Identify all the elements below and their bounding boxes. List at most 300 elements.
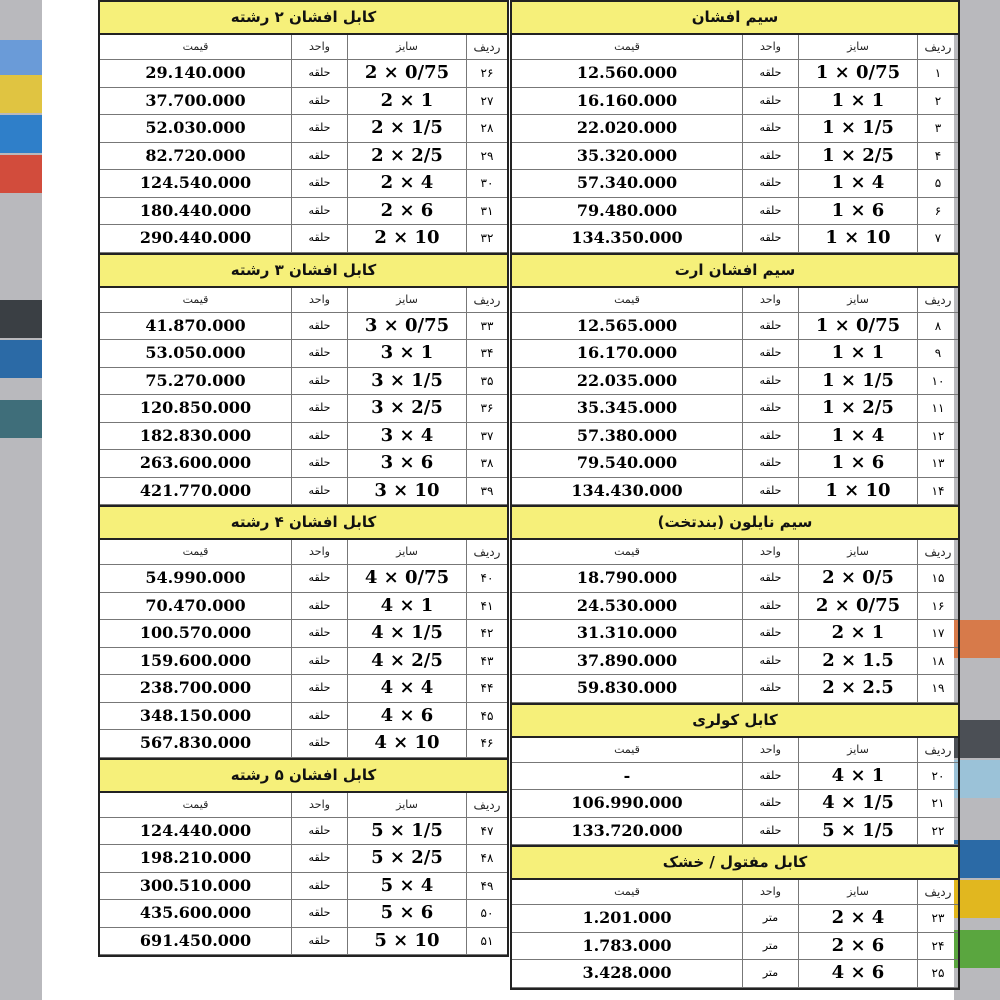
header-idx: ردیف	[466, 288, 507, 312]
unit-cell: حلقه	[742, 340, 798, 367]
unit-cell: حلقه	[291, 143, 347, 170]
unit-cell: حلقه	[742, 368, 798, 395]
unit-cell: حلقه	[291, 478, 347, 505]
header-size: سایز	[347, 540, 466, 564]
unit-cell: حلقه	[291, 703, 347, 730]
price-cell: 12.565.000	[576, 315, 678, 335]
size-cell: 1 × 1/5	[798, 115, 917, 142]
row-index: ۳۵	[466, 368, 507, 395]
table-row	[100, 143, 507, 171]
table-row	[100, 620, 507, 648]
price-cell: 348.150.000	[139, 705, 252, 725]
price-section	[510, 505, 960, 703]
price-column-left	[98, 0, 509, 957]
size-cell: 1 × 1/5	[798, 368, 917, 395]
price-cell: 22.035.000	[576, 370, 678, 390]
price-cell: 124.540.000	[139, 173, 252, 192]
price-cell: 16.160.000	[576, 90, 678, 110]
price-column-right	[510, 0, 960, 990]
table-header-row	[100, 793, 507, 818]
section-title: سیم افشان	[512, 0, 958, 35]
section-title: کابل افشان ۲ رشته	[100, 0, 507, 35]
unit-cell: حلقه	[291, 340, 347, 367]
section-title: کابل افشان ۴ رشته	[100, 505, 507, 540]
row-index: ۴۹	[466, 873, 507, 900]
unit-cell: حلقه	[742, 225, 798, 252]
price-cell: 54.990.000	[145, 568, 246, 587]
size-cell: 3 × 10	[347, 478, 466, 505]
table-row	[512, 790, 958, 818]
table-row	[100, 593, 507, 621]
price-cell: -	[623, 765, 631, 785]
price-cell: 1.783.000	[582, 935, 672, 955]
price-cell: 35.320.000	[576, 145, 678, 165]
row-index: ۳۰	[466, 170, 507, 197]
table-row	[100, 845, 507, 873]
price-cell: 134.350.000	[571, 228, 683, 247]
section-title: کابل کولری	[512, 703, 958, 738]
size-cell: 4 × 10	[347, 730, 466, 757]
table-row	[512, 225, 958, 253]
row-index: ۱۲	[917, 423, 958, 450]
header-idx: ردیف	[917, 35, 958, 59]
unit-cell: حلقه	[742, 675, 798, 702]
row-index: ۳۸	[466, 450, 507, 477]
row-index: ۷	[917, 225, 958, 252]
table-row	[100, 873, 507, 901]
row-index: ۲۷	[466, 88, 507, 115]
price-cell: 37.700.000	[145, 90, 246, 110]
size-cell: 1 × 10	[798, 225, 917, 252]
price-section	[510, 0, 960, 253]
unit-cell: متر	[742, 905, 798, 932]
unit-cell: حلقه	[742, 478, 798, 505]
header-unit: واحد	[742, 738, 798, 762]
row-index: ۱۶	[917, 593, 958, 620]
unit-cell: حلقه	[742, 143, 798, 170]
size-cell: 3 × 4	[347, 423, 466, 450]
section-title: کابل مفتول / خشک	[512, 845, 958, 880]
size-cell: 2 × 6	[798, 933, 917, 960]
unit-cell: حلقه	[291, 620, 347, 647]
size-cell: 2 × 2.5	[798, 675, 917, 702]
size-cell: 2 × 2/5	[347, 143, 466, 170]
table-row	[100, 225, 507, 253]
header-idx: ردیف	[917, 540, 958, 564]
row-index: ۲۴	[917, 933, 958, 960]
price-cell: 31.310.000	[576, 623, 678, 642]
size-cell: 5 × 1/5	[347, 818, 466, 845]
row-index: ۳۹	[466, 478, 507, 505]
unit-cell: حلقه	[291, 88, 347, 115]
section-title: سیم نایلون (بندتخت)	[512, 505, 958, 540]
table-row	[100, 115, 507, 143]
price-cell: 198.210.000	[139, 848, 252, 867]
price-cell: 12.560.000	[576, 63, 678, 82]
unit-cell: حلقه	[291, 450, 347, 477]
size-cell: 1 × 4	[798, 423, 917, 450]
price-cell: 16.170.000	[576, 343, 678, 362]
size-cell: 2 × 4	[798, 905, 917, 932]
header-price: قیمت	[182, 40, 209, 53]
price-cell: 18.790.000	[576, 568, 678, 587]
header-idx: ردیف	[917, 738, 958, 762]
size-cell: 3 × 1/5	[347, 368, 466, 395]
table-row	[512, 450, 958, 478]
price-cell: 59.830.000	[576, 678, 678, 697]
row-index: ۳	[917, 115, 958, 142]
price-cell: 133.720.000	[571, 820, 683, 840]
table-row	[100, 423, 507, 451]
row-index: ۲۱	[917, 790, 958, 817]
header-price: قیمت	[614, 545, 640, 558]
section-title: کابل افشان ۳ رشته	[100, 253, 507, 288]
header-size: سایز	[347, 35, 466, 59]
table-row	[100, 928, 507, 956]
row-index: ۴۵	[466, 703, 507, 730]
size-cell: 5 × 6	[347, 900, 466, 927]
row-index: ۱	[917, 60, 958, 87]
size-cell: 2 × 4	[347, 170, 466, 197]
price-cell: 82.720.000	[145, 145, 246, 165]
unit-cell: حلقه	[742, 198, 798, 225]
row-index: ۹	[917, 340, 958, 367]
size-cell: 5 × 2/5	[347, 845, 466, 872]
unit-cell: حلقه	[291, 115, 347, 142]
size-cell: 2 × 0/75	[798, 593, 917, 620]
table-row	[100, 648, 507, 676]
price-cell: 79.540.000	[576, 453, 678, 472]
unit-cell: حلقه	[742, 60, 798, 87]
header-price: قیمت	[182, 797, 209, 811]
table-row	[512, 88, 958, 116]
header-idx: ردیف	[917, 880, 958, 904]
unit-cell: حلقه	[742, 170, 798, 197]
table-row	[100, 340, 507, 368]
unit-cell: حلقه	[291, 198, 347, 225]
table-header-row	[512, 540, 958, 565]
size-cell: 2 × 0/75	[347, 60, 466, 87]
table-row	[512, 565, 958, 593]
table-row	[100, 565, 507, 593]
table-row	[512, 170, 958, 198]
table-row	[100, 170, 507, 198]
price-cell: 35.345.000	[576, 398, 678, 417]
size-cell: 1 × 0/75	[798, 60, 917, 87]
section-title: سیم افشان ارت	[512, 253, 958, 288]
price-section	[98, 505, 509, 758]
price-cell: 567.830.000	[139, 733, 252, 752]
row-index: ۱۱	[917, 395, 958, 422]
price-list-sheet	[42, 0, 954, 1000]
price-cell: 57.380.000	[576, 425, 678, 445]
header-price: قیمت	[614, 292, 640, 306]
header-idx: ردیف	[917, 288, 958, 312]
unit-cell: متر	[742, 960, 798, 987]
table-row	[512, 620, 958, 648]
unit-cell: حلقه	[291, 675, 347, 702]
size-cell: 4 × 2/5	[347, 648, 466, 675]
row-index: ۱۸	[917, 648, 958, 675]
size-cell: 4 × 1	[347, 593, 466, 620]
size-cell: 3 × 1	[347, 340, 466, 367]
row-index: ۳۳	[466, 313, 507, 340]
row-index: ۴۰	[466, 565, 507, 592]
size-cell: 1 × 2/5	[798, 395, 917, 422]
price-cell: 52.030.000	[145, 118, 246, 137]
price-cell: 691.450.000	[139, 930, 252, 950]
row-index: ۴۴	[466, 675, 507, 702]
size-cell: 4 × 1	[798, 763, 917, 790]
size-cell: 3 × 0/75	[347, 313, 466, 340]
size-cell: 1 × 0/75	[798, 313, 917, 340]
unit-cell: حلقه	[291, 593, 347, 620]
unit-cell: متر	[742, 933, 798, 960]
table-row	[512, 115, 958, 143]
row-index: ۱۷	[917, 620, 958, 647]
unit-cell: حلقه	[291, 565, 347, 592]
price-cell: 421.770.000	[139, 480, 252, 500]
size-cell: 1 × 4	[798, 170, 917, 197]
unit-cell: حلقه	[742, 818, 798, 845]
header-unit: واحد	[742, 880, 798, 904]
table-row	[512, 905, 958, 933]
unit-cell: حلقه	[291, 423, 347, 450]
unit-cell: حلقه	[291, 60, 347, 87]
row-index: ۴۲	[466, 620, 507, 647]
size-cell: 5 × 1/5	[798, 818, 917, 845]
header-unit: واحد	[742, 35, 798, 59]
price-cell: 238.700.000	[139, 678, 252, 697]
row-index: ۵	[917, 170, 958, 197]
unit-cell: حلقه	[291, 225, 347, 252]
table-row	[512, 818, 958, 846]
unit-cell: حلقه	[742, 648, 798, 675]
header-idx: ردیف	[466, 793, 507, 817]
table-row	[512, 675, 958, 703]
row-index: ۱۳	[917, 450, 958, 477]
size-cell: 1 × 1	[798, 340, 917, 367]
table-row	[512, 478, 958, 506]
table-header-row	[100, 540, 507, 565]
unit-cell: حلقه	[742, 115, 798, 142]
price-cell: 41.870.000	[145, 315, 246, 335]
unit-cell: حلقه	[291, 170, 347, 197]
unit-cell: حلقه	[291, 900, 347, 927]
price-cell: 37.890.000	[576, 650, 678, 670]
table-row	[512, 648, 958, 676]
table-row	[100, 450, 507, 478]
size-cell: 2 × 0/5	[798, 565, 917, 592]
table-row	[512, 933, 958, 961]
unit-cell: حلقه	[742, 565, 798, 592]
size-cell: 4 × 6	[798, 960, 917, 987]
table-row	[512, 423, 958, 451]
row-index: ۲۶	[466, 60, 507, 87]
table-row	[512, 368, 958, 396]
size-cell: 1 × 10	[798, 478, 917, 505]
row-index: ۴۳	[466, 648, 507, 675]
row-index: ۳۴	[466, 340, 507, 367]
unit-cell: حلقه	[742, 423, 798, 450]
header-unit: واحد	[742, 540, 798, 564]
unit-cell: حلقه	[742, 790, 798, 817]
row-index: ۴۸	[466, 845, 507, 872]
table-row	[512, 395, 958, 423]
header-idx: ردیف	[466, 540, 507, 564]
table-row	[100, 703, 507, 731]
size-cell: 1 × 2/5	[798, 143, 917, 170]
unit-cell: حلقه	[291, 928, 347, 955]
row-index: ۴۱	[466, 593, 507, 620]
price-cell: 57.340.000	[576, 173, 678, 192]
price-section	[98, 0, 509, 253]
unit-cell: حلقه	[291, 648, 347, 675]
header-price: قیمت	[614, 742, 640, 756]
unit-cell: حلقه	[291, 818, 347, 845]
header-size: سایز	[347, 793, 466, 817]
size-cell: 4 × 0/75	[347, 565, 466, 592]
size-cell: 1 × 6	[798, 450, 917, 477]
unit-cell: حلقه	[742, 88, 798, 115]
price-cell: 3.428.000	[582, 963, 672, 982]
price-cell: 124.440.000	[139, 820, 252, 840]
table-row	[100, 313, 507, 341]
row-index: ۳۶	[466, 395, 507, 422]
table-row	[100, 900, 507, 928]
header-unit: واحد	[291, 288, 347, 312]
table-header-row	[512, 738, 958, 763]
row-index: ۱۰	[917, 368, 958, 395]
price-cell: 290.440.000	[139, 228, 252, 247]
price-section	[98, 253, 509, 506]
table-row	[512, 340, 958, 368]
row-index: ۶	[917, 198, 958, 225]
price-cell: 79.480.000	[576, 200, 678, 220]
size-cell: 2 × 1	[798, 620, 917, 647]
row-index: ۲۹	[466, 143, 507, 170]
row-index: ۴۶	[466, 730, 507, 757]
row-index: ۲۵	[917, 960, 958, 987]
row-index: ۱۵	[917, 565, 958, 592]
header-size: سایز	[798, 540, 917, 564]
unit-cell: حلقه	[291, 313, 347, 340]
unit-cell: حلقه	[291, 395, 347, 422]
price-cell: 134.430.000	[571, 480, 683, 500]
size-cell: 4 × 1/5	[347, 620, 466, 647]
price-cell: 159.600.000	[139, 650, 252, 670]
size-cell: 4 × 6	[347, 703, 466, 730]
row-index: ۲۸	[466, 115, 507, 142]
size-cell: 1 × 1	[798, 88, 917, 115]
row-index: ۳۷	[466, 423, 507, 450]
size-cell: 3 × 6	[347, 450, 466, 477]
row-index: ۴۷	[466, 818, 507, 845]
size-cell: 2 × 1	[347, 88, 466, 115]
header-price: قیمت	[614, 40, 640, 53]
header-unit: واحد	[291, 35, 347, 59]
header-price: قیمت	[182, 545, 209, 558]
row-index: ۴	[917, 143, 958, 170]
size-cell: 4 × 4	[347, 675, 466, 702]
price-cell: 70.470.000	[145, 595, 246, 615]
price-cell: 100.570.000	[139, 623, 252, 642]
table-row	[512, 960, 958, 988]
size-cell: 2 × 1.5	[798, 648, 917, 675]
table-row	[100, 60, 507, 88]
table-row	[512, 60, 958, 88]
price-cell: 300.510.000	[139, 875, 252, 895]
table-row	[100, 198, 507, 226]
price-cell: 182.830.000	[139, 425, 252, 445]
size-cell: 4 × 1/5	[798, 790, 917, 817]
row-index: ۲۰	[917, 763, 958, 790]
size-cell: 2 × 10	[347, 225, 466, 252]
size-cell: 5 × 10	[347, 928, 466, 955]
unit-cell: حلقه	[742, 395, 798, 422]
header-size: سایز	[798, 880, 917, 904]
price-cell: 1.201.000	[582, 908, 672, 927]
row-index: ۳۱	[466, 198, 507, 225]
header-price: قیمت	[182, 292, 209, 306]
price-section	[510, 253, 960, 506]
table-header-row	[100, 288, 507, 313]
table-header-row	[512, 880, 958, 905]
size-cell: 2 × 6	[347, 198, 466, 225]
unit-cell: حلقه	[742, 620, 798, 647]
price-cell: 435.600.000	[139, 903, 252, 922]
table-row	[512, 763, 958, 791]
unit-cell: حلقه	[291, 368, 347, 395]
price-cell: 120.850.000	[139, 398, 252, 417]
unit-cell: حلقه	[291, 873, 347, 900]
unit-cell: حلقه	[742, 450, 798, 477]
table-header-row	[512, 35, 958, 60]
table-row	[100, 368, 507, 396]
header-idx: ردیف	[466, 35, 507, 59]
price-cell: 106.990.000	[571, 793, 683, 812]
price-cell: 24.530.000	[576, 595, 678, 615]
size-cell: 1 × 6	[798, 198, 917, 225]
row-index: ۵۱	[466, 928, 507, 955]
unit-cell: حلقه	[291, 730, 347, 757]
table-row	[512, 198, 958, 226]
table-row	[100, 395, 507, 423]
row-index: ۱۹	[917, 675, 958, 702]
row-index: ۳۲	[466, 225, 507, 252]
price-cell: 180.440.000	[139, 200, 252, 220]
header-price: قیمت	[614, 885, 640, 898]
unit-cell: حلقه	[742, 313, 798, 340]
size-cell: 3 × 2/5	[347, 395, 466, 422]
table-row	[100, 675, 507, 703]
price-section	[98, 758, 509, 958]
table-row	[100, 730, 507, 758]
row-index: ۱۴	[917, 478, 958, 505]
table-row	[512, 593, 958, 621]
header-size: سایز	[347, 288, 466, 312]
row-index: ۲۳	[917, 905, 958, 932]
unit-cell: حلقه	[291, 845, 347, 872]
price-cell: 53.050.000	[145, 343, 246, 362]
price-cell: 29.140.000	[145, 63, 246, 82]
size-cell: 2 × 1/5	[347, 115, 466, 142]
price-cell: 22.020.000	[576, 118, 678, 137]
table-row	[100, 88, 507, 116]
header-unit: واحد	[742, 288, 798, 312]
header-size: سایز	[798, 35, 917, 59]
section-title: کابل افشان ۵ رشته	[100, 758, 507, 793]
